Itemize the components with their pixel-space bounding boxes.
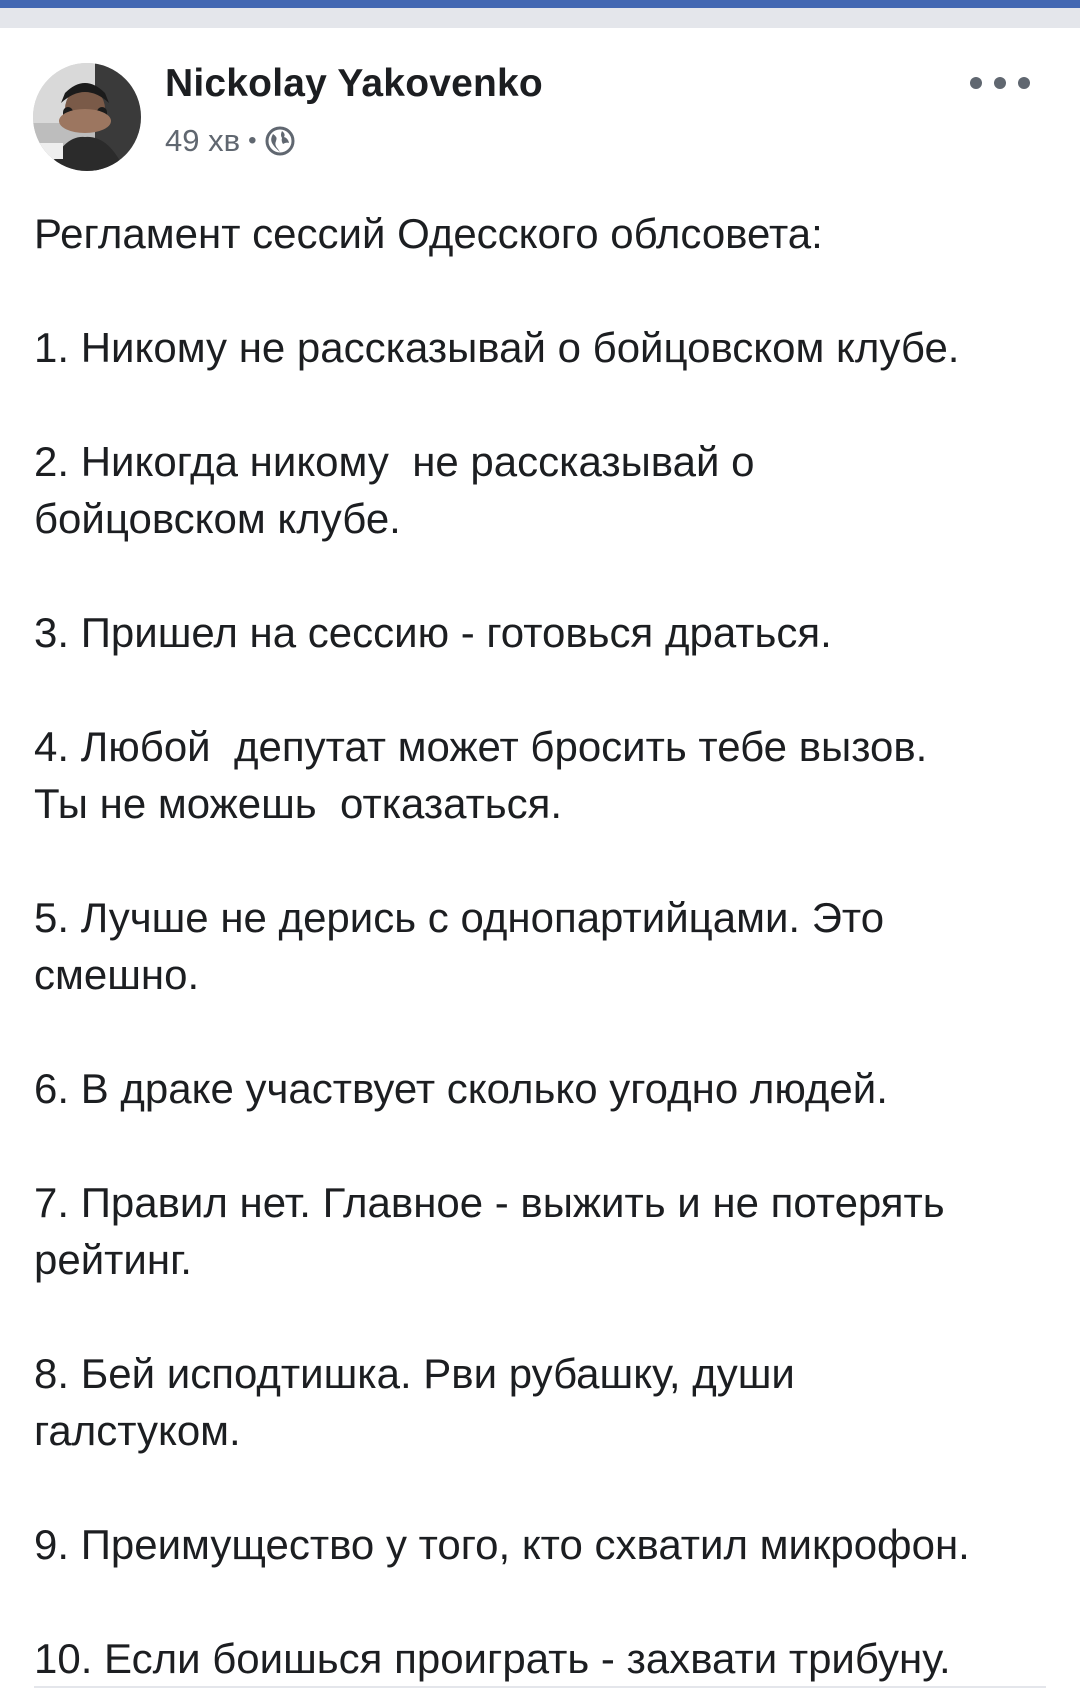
post-timestamp[interactable]: 49 хв: [165, 123, 241, 158]
more-dot: [1018, 77, 1030, 89]
post-meta: [165, 123, 296, 159]
globe-icon: [264, 125, 296, 157]
top-nav-bar: [0, 0, 1080, 8]
author-name[interactable]: Nickolay Yakovenko: [165, 62, 543, 105]
post-header: [0, 28, 1080, 178]
more-dot: [994, 77, 1006, 89]
post-divider: [34, 1686, 1046, 1688]
more-options-icon[interactable]: [970, 68, 1030, 98]
avatar[interactable]: [33, 63, 141, 171]
more-dot: [970, 77, 982, 89]
feed-separator: [0, 8, 1080, 28]
post-text: Регламент сессий Одесского облсовета: 1. Никому не рассказывай о бойцовском клубе. 2. Никогда никому не рассказывай о бойцовском клубе. 3. Пришел на сессию - готовься драться. 4. Любой депутат может бросить тебе вызов. Ты не можешь отказаться. 5. Лучше не дерись с однопартийцами. Это смешно. 6. В драке участвует сколько угодно людей. 7. Правил нет. Главное - выжить и не потерять рейтинг. 8. Бей исподтишка. Рви рубашку, души галстуком. 9. Преимущество у того, кто схватил микрофон. 10. Если боишься проиграть - захвати трибуну.: [34, 210, 970, 1682]
post-card: [0, 28, 1080, 1705]
meta-separator: •: [248, 127, 257, 154]
